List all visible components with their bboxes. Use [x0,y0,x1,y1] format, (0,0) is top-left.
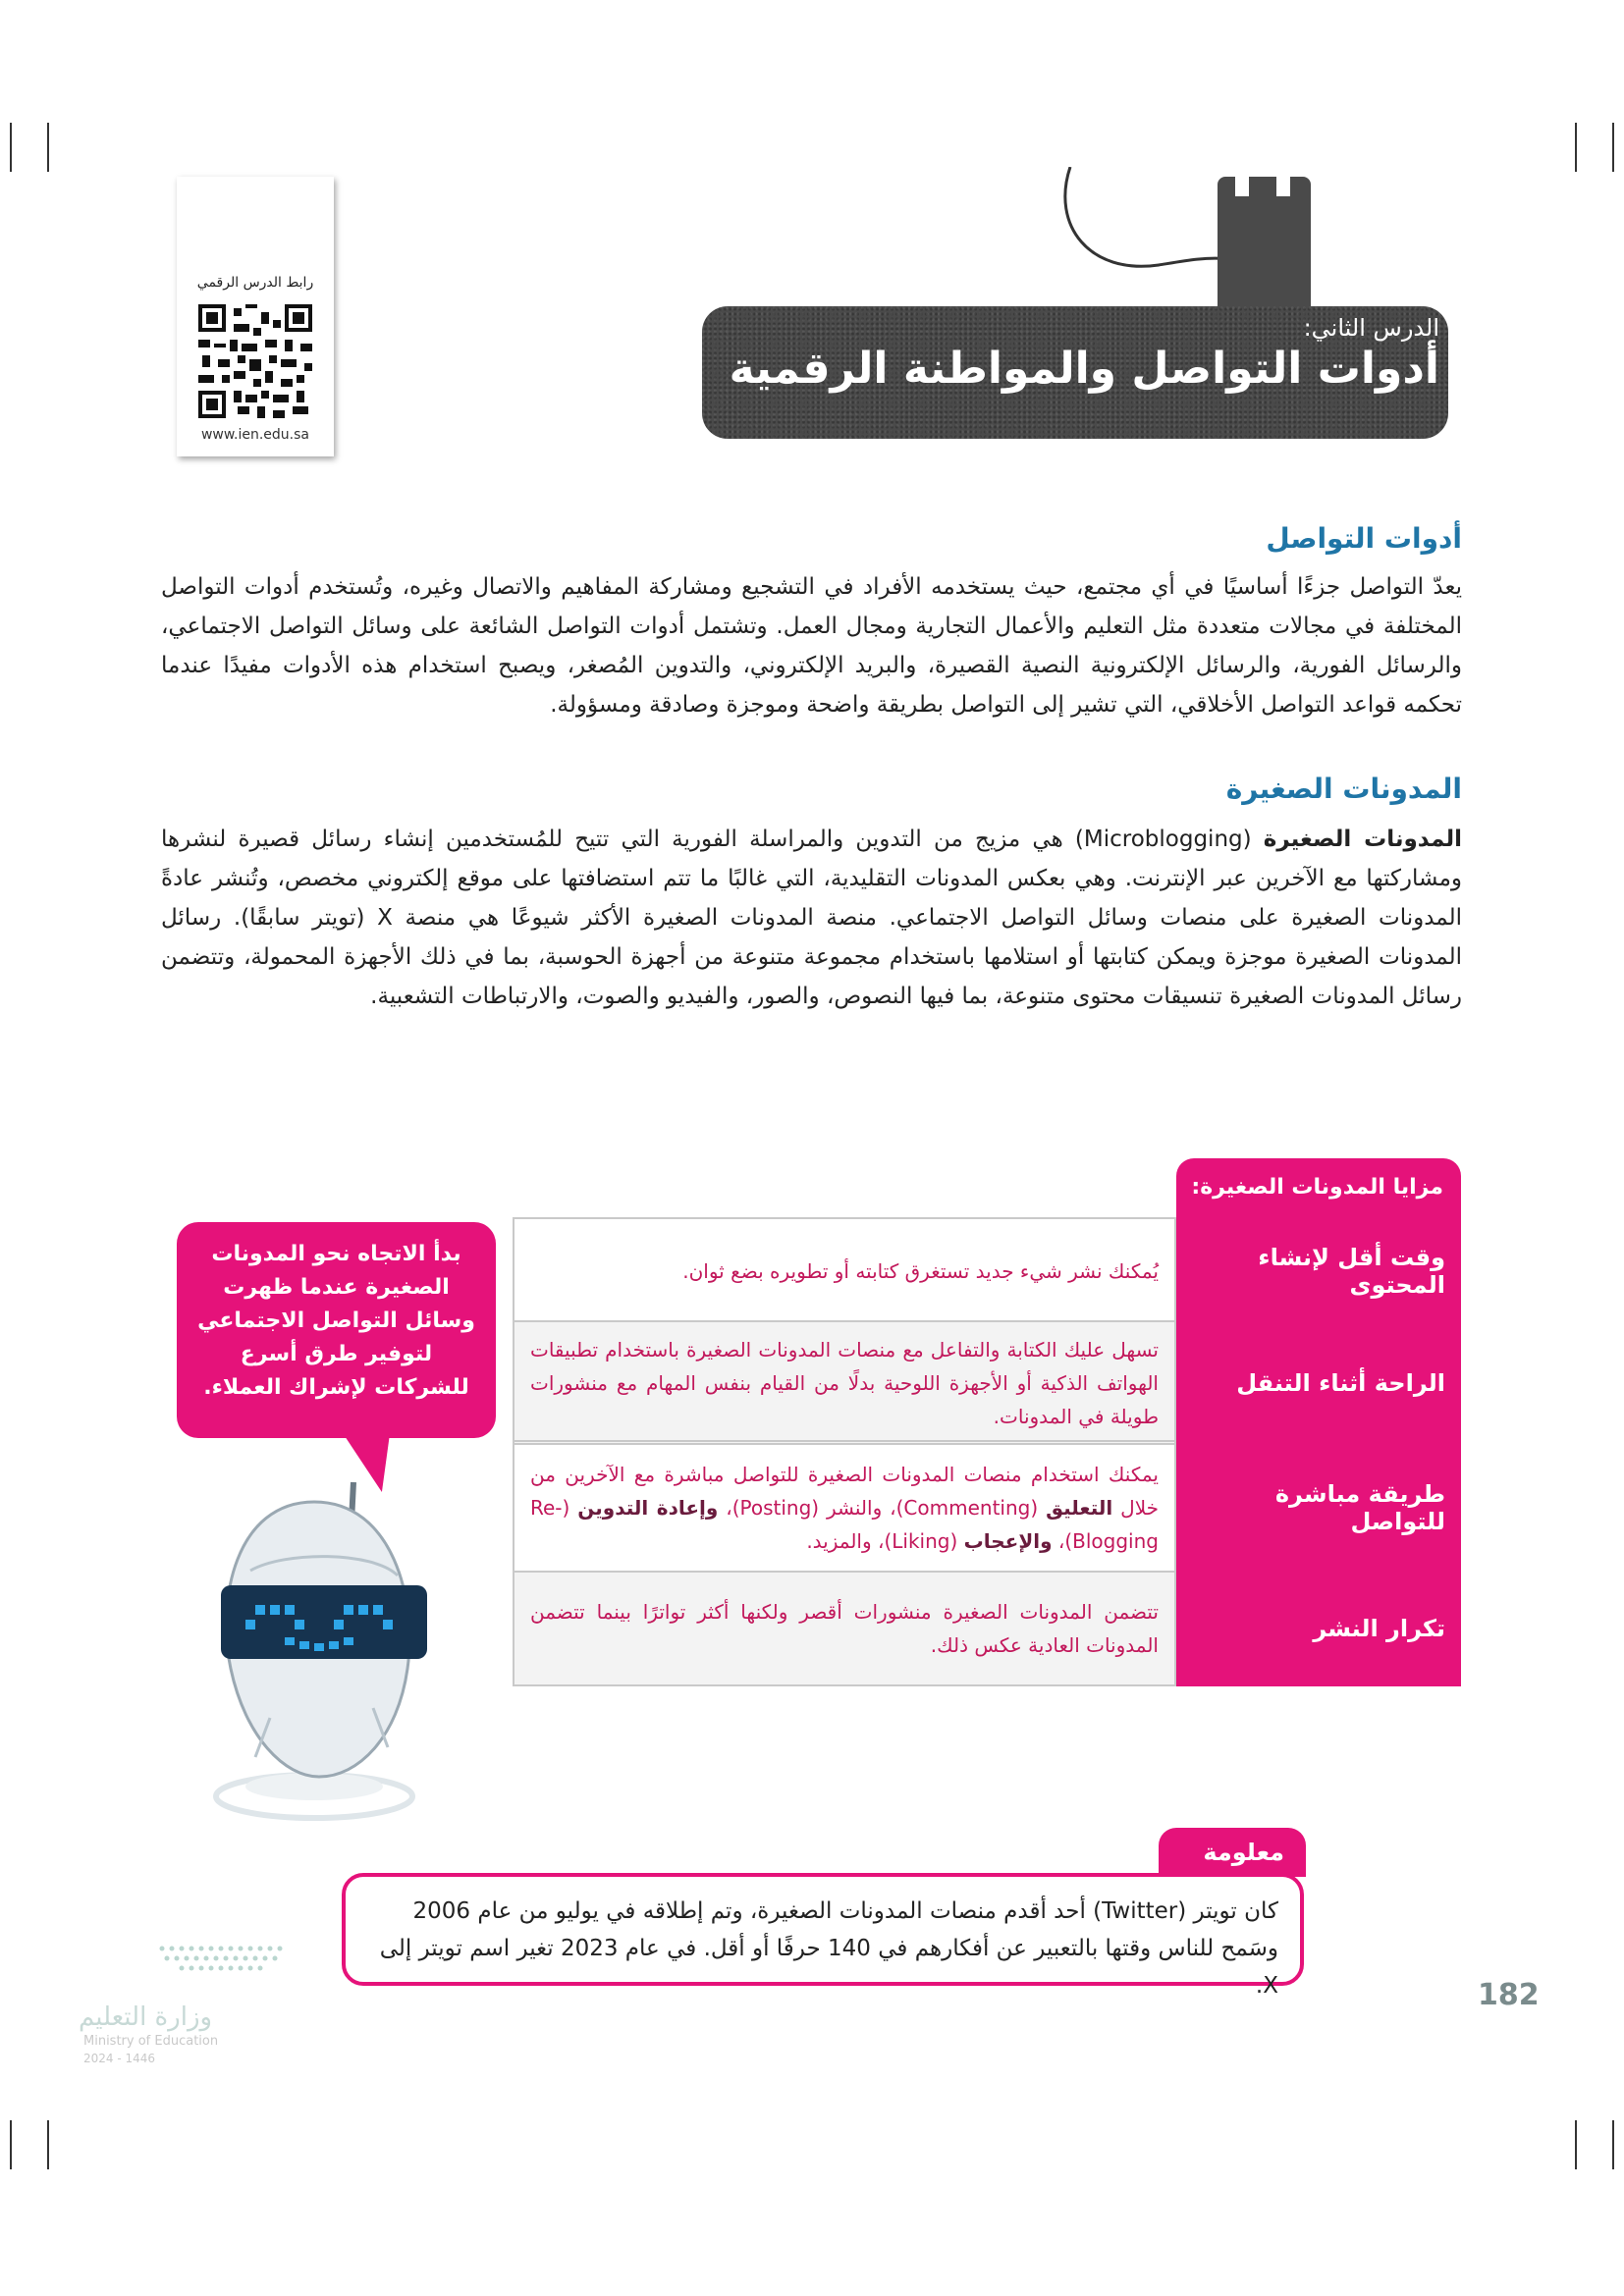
table-row [513,1320,1461,1445]
ministry-logo-icon [152,1939,299,1973]
qr-card[interactable] [177,177,334,456]
term-microblogging: المدونات الصغيرة [1263,827,1462,852]
section-heading-microblogging: المدونات الصغيرة [1225,773,1462,805]
qr-url[interactable]: www.ien.edu.sa [200,427,310,443]
crop-mark [1612,2120,1614,2169]
table-heading: مزايا المدونات الصغيرة: [1176,1158,1461,1217]
info-box: كان تويتر (Twitter) أحد أقدم منصات المدونات الصغيرة، وتم إطلاقه في يوليو من عام 2006 وسَمح للناس وقتها بالتعبير عن أفكارهم في 140 حرفًا أو أقل. في عام 2023 تغير اسم تويتر إلى X. [342,1873,1304,1986]
qr-code-icon[interactable] [198,304,312,418]
edition-year: 2024 - 1446 [83,2052,156,2065]
row-description: يُمكنك نشر شيء جديد تستغرق كتابته أو تطويره بضع ثوان. [513,1217,1176,1325]
robot-icon [177,1463,471,1826]
crop-mark [47,123,49,172]
row-label: الراحة أثناء التنقل [1176,1320,1461,1445]
qr-title: رابط الدرس الرقمي [196,275,314,291]
crop-mark [10,123,12,172]
section-heading-communication-tools: أدوات التواصل [1266,522,1462,555]
crop-mark [1575,123,1577,172]
crop-mark [1612,123,1614,172]
crop-mark [1575,2120,1577,2169]
info-title: معلومة [1159,1828,1306,1877]
ministry-name-en: Ministry of Education [83,2034,219,2049]
crop-mark [47,2120,49,2169]
page-number: 182 [1478,1978,1540,2012]
row-description: يمكنك استخدام منصات المدونات الصغيرة للتواصل مباشرة مع الآخرين من خلال التعليق (Commenting)، والنشر (Posting)، وإعادة التدوين (Re-Blogging)، والإعجاب (Liking)، والمزيد. [513,1440,1176,1575]
table-row [513,1571,1461,1686]
row-description: تسهل عليك الكتابة والتفاعل مع منصات المدونات الصغيرة باستخدام تطبيقات الهواتف الذكية أو الأجهزة اللوحية بدلًا من القيام بنفس المهام مع منشورات طويلة في المدونات. [513,1320,1176,1445]
row-label: وقت أقل لإنشاء المحتوى [1176,1217,1461,1325]
crop-mark [10,2120,12,2169]
row-description: تتضمن المدونات الصغيرة منشورات أقصر ولكنها أكثر تواترًا بينما تتضمن المدونات العادية عكس ذلك. [513,1571,1176,1686]
speech-bubble: بدأ الاتجاه نحو المدونات الصغيرة عندما ظهرت وسائل التواصل الاجتماعي لتوفير طرق أسرع للشركات لإشراك العملاء. [177,1222,496,1438]
table-row [513,1217,1461,1325]
paragraph-microblogging-text: (Microblogging) هي مزيج من التدوين والمراسلة الفورية التي تتيح للمُستخدمين إنشاء رسائل قصيرة لنشرها ومشاركتها مع الآخرين عبر الإنترنت. وهي بعكس المدونات التقليدية، التي غالبًا ما تتم استضافتها على موقع إلكتروني مخصص، وتُنشر عادةً المدونات الصغيرة على منصات وسائل التواصل الاجتماعي. منصة المدونات الصغيرة الأكثر شيوعًا هي منصة X (تويتر سابقًا). رسائل المدونات الصغيرة موجزة ويمكن كتابتها أو استلامها باستخدام مجموعة متنوعة من أجهزة الحوسبة، بما في ذلك الأجهزة المحمولة، وتتضمن رسائل المدونات الصغيرة تنسيقات محتوى متنوعة، بما فيها النصوص، والصور، والفيديو والصوت، والارتباطات التشعبية. [161,827,1462,1009]
lesson-label: الدرس الثاني: [1303,314,1439,342]
ministry-name-ar: وزارة التعليم [79,2002,213,2032]
plug-pin [1235,177,1249,196]
lesson-title: أدوات التواصل والمواطنة الرقمية [729,344,1439,394]
paragraph-microblogging [161,820,1462,1016]
table-row [513,1440,1461,1575]
plug-pin [1276,177,1290,196]
paragraph-communication-tools: يعدّ التواصل جزءًا أساسيًا في أي مجتمع، حيث يستخدمه الأفراد في التشجيع ومشاركة المفاهيم والاتصال وغيره، وتُستخدم أدوات التواصل المختلفة في مجالات متعددة مثل التعليم والأعمال التجارية ومجال العمل. وتشتمل أدوات التواصل الشائعة على وسائل التواصل الاجتماعي، والرسائل الفورية، والرسائل الإلكترونية النصية القصيرة، والبريد الإلكتروني، والتدوين المُصغر، ويصبح استخدام هذه الأدوات مفيدًا عندما تحكمه قواعد التواصل الأخلاقي، التي تشير إلى التواصل بطريقة واضحة وموجزة وصادقة ومسؤولة. [161,574,1462,718]
row-label: تكرار النشر [1176,1571,1461,1686]
row-label: طريقة مباشرة للتواصل [1176,1440,1461,1575]
plug-illustration [1218,177,1311,314]
